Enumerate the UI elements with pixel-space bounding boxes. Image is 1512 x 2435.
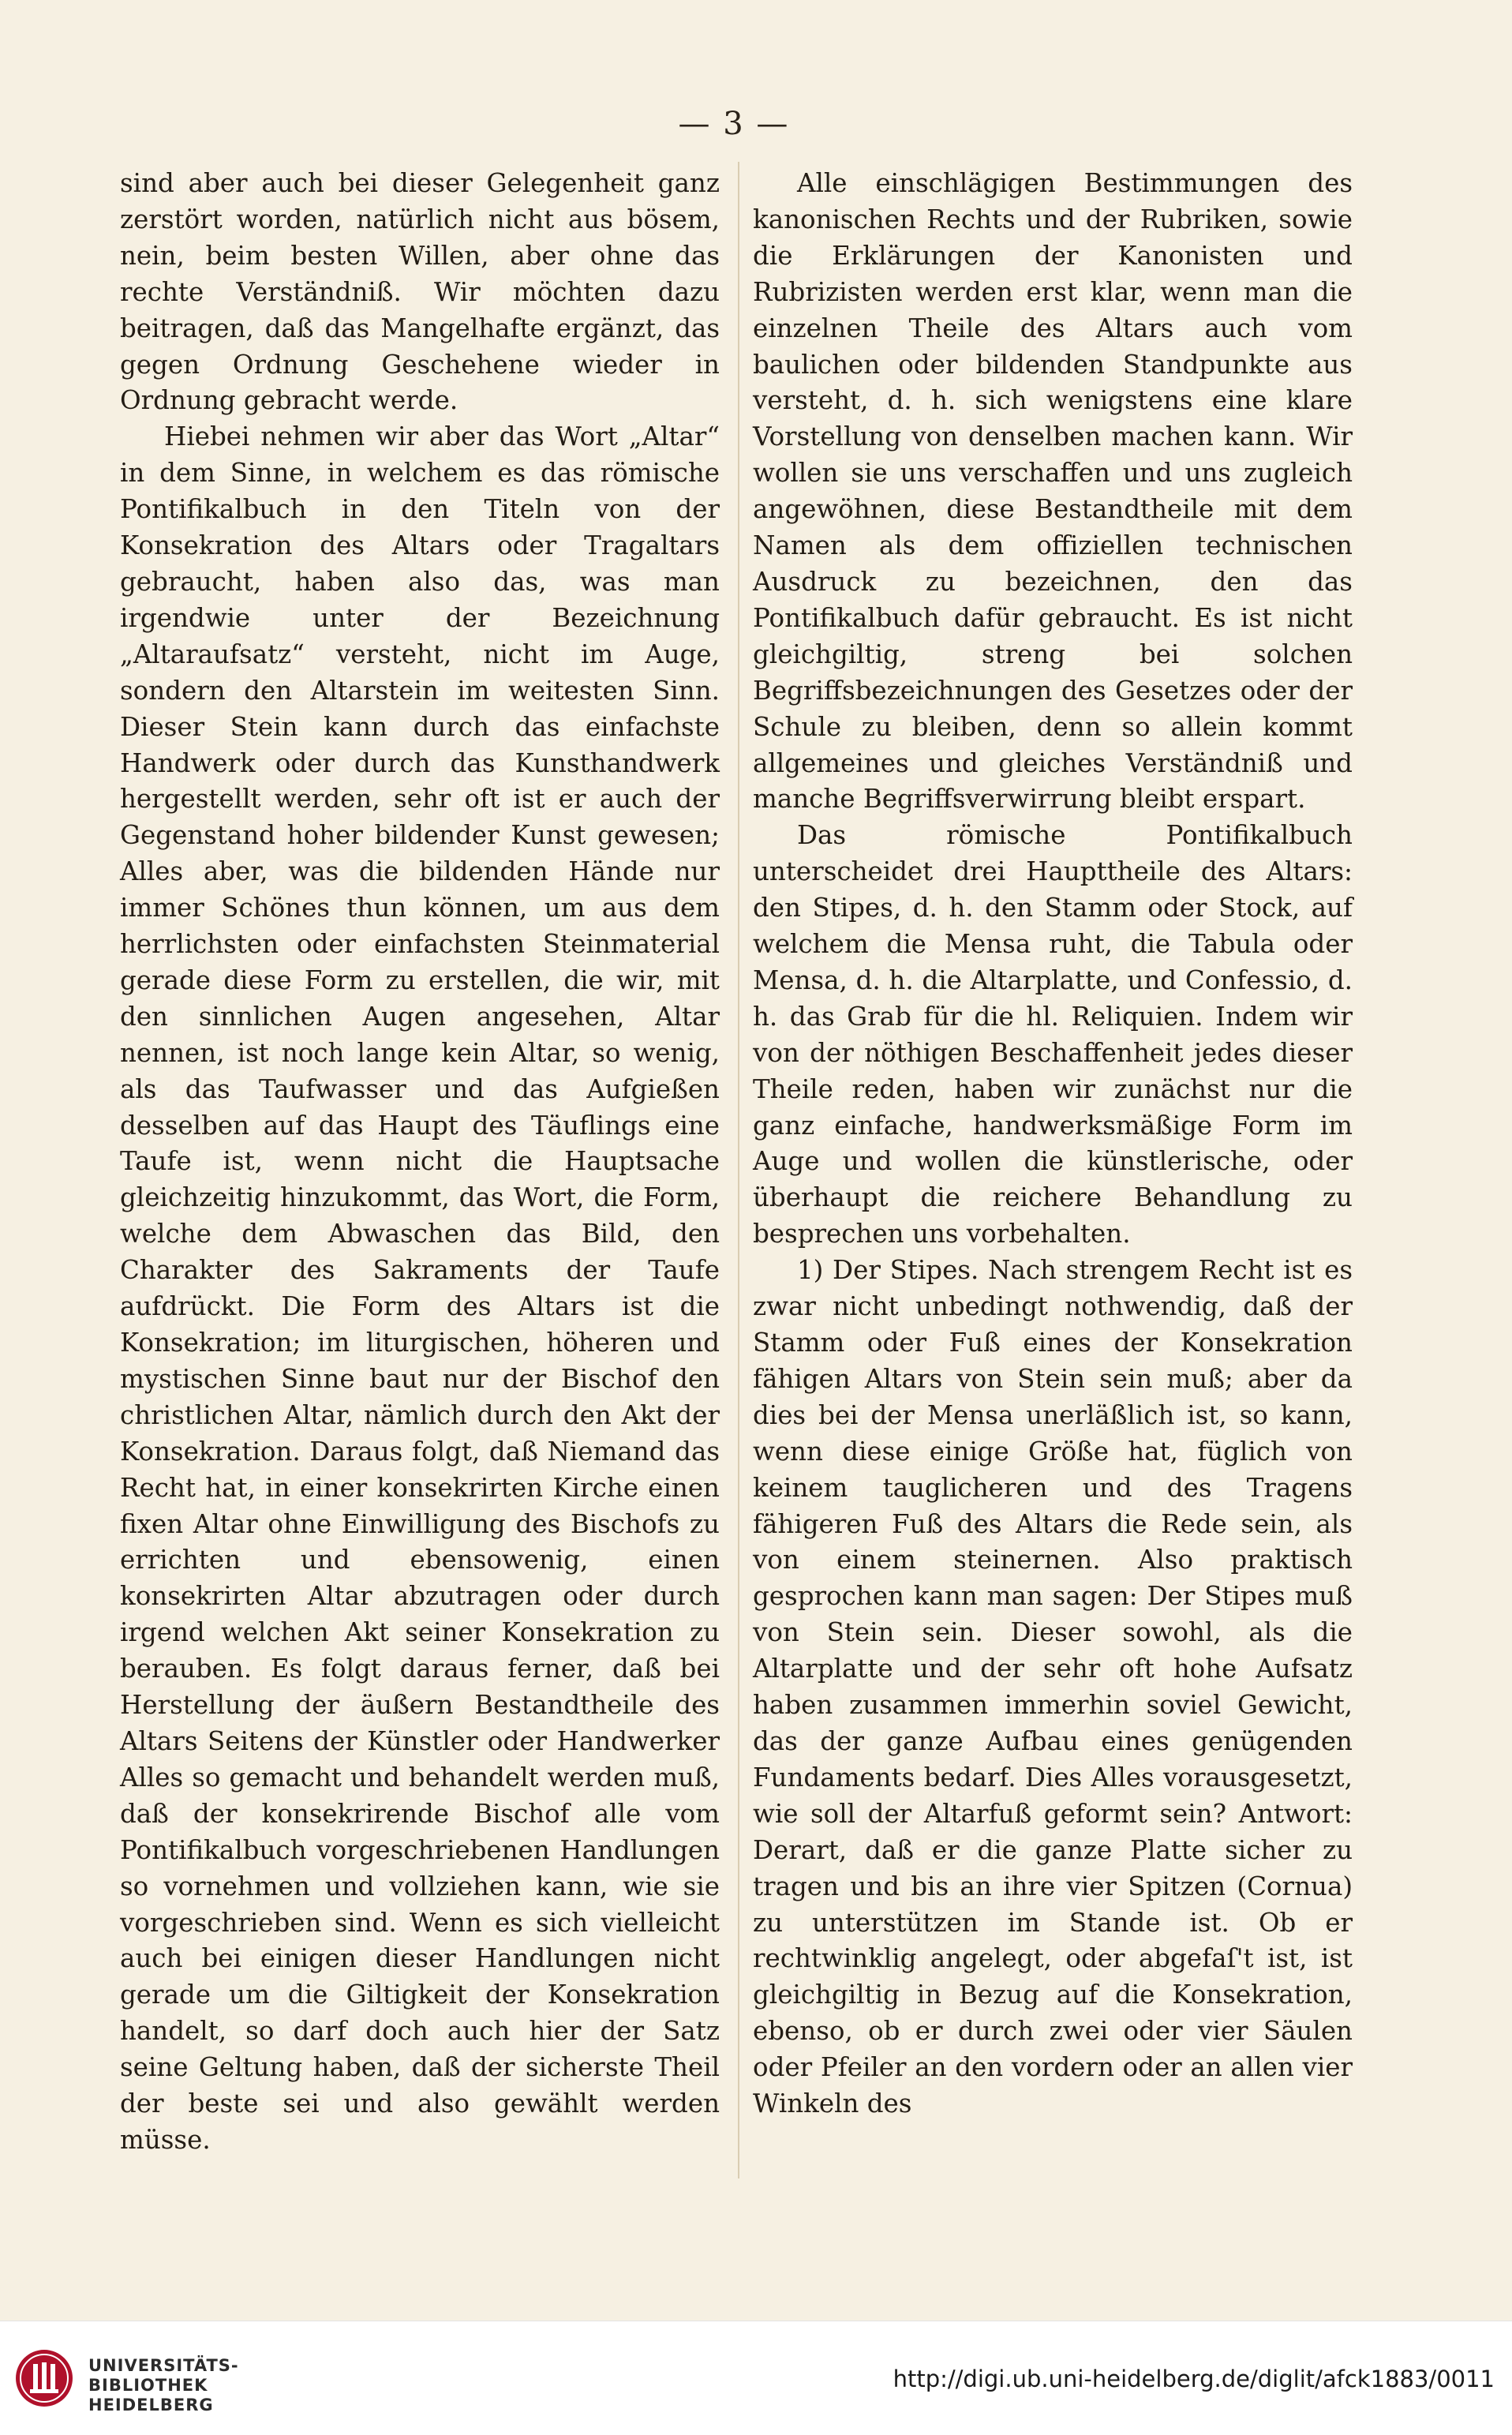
heidelberg-seal-icon[interactable] <box>14 2348 74 2408</box>
page-number: — 3 — <box>678 106 790 142</box>
library-name-line: HEIDELBERG <box>88 2396 214 2414</box>
paragraph: 1) Der Stipes. Nach strengem Recht ist es zwar nicht unbedingt nothwendig, daß der Stamm oder Fuß eines der Konsekration fähigen Altars von Stein sein muß; aber da dies bei der Mensa unerläßlich ist, so kann, wenn diese einige Größe hat, füglich von keinem tauglicheren und des Tragens fähigeren Fuß des Altars die Rede sein, als von einem steinernen. Also praktisch gesprochen kann man sagen: Der Stipes muß von Stein sein. Dieser sowohl, als die Altarplatte und der sehr oft hohe Aufsatz haben zusammen immerhin soviel Gewicht, das der ganze Aufbau eines genügenden Fundaments bedarf. Dies Alles vorausgesetzt, wie soll der Altarfuß geformt sein? Antwort: Derart, daß er die ganze Platte sicher zu tragen und bis an ihre vier Spitzen (Cornua) zu unterstützen im Stande ist. Ob er rechtwinklig angelegt, oder abgefaſ't ist, ist gleichgiltig in Bezug auf die Konsekration, ebenso, ob er durch zwei oder vier Säulen oder Pfeiler an den vordern oder an allen vier Winkeln des <box>753 1255 1353 2119</box>
library-name-line: BIBLIOTHEK <box>88 2376 208 2395</box>
column-divider <box>738 162 739 2178</box>
right-text-column <box>753 166 1353 2122</box>
paragraph: sind aber auch bei dieser Gelegenheit ganz zerstört worden, natürlich nicht aus bösem, nein, beim besten Willen, aber ohne das rechte Verständniß. Wir möchten dazu beitragen, daß das Mangelhafte ergänzt, das gegen Ordnung Geschehene wieder in Ordnung gebracht werde. <box>120 168 720 416</box>
paragraph: Alle einschlägigen Bestimmungen des kanonischen Rechts und der Rubriken, sowie die Erklärungen der Kanonisten und Rubrizisten werden erst klar, wenn man die einzelnen Theile des Altars auch vom baulichen oder bildenden Standpunkte aus versteht, d. h. sich wenigstens eine klare Vorstellung von denselben machen kann. Wir wollen sie uns verschaffen und uns zugleich angewöhnen, diese Bestandtheile mit dem Namen als dem offiziellen technischen Ausdruck zu bezeichnen, den das Pontifikalbuch dafür gebraucht. Es ist nicht gleichgiltig, streng bei solchen Begriffsbezeichnungen des Gesetzes oder der Schule zu bleiben, denn so allein kommt allgemeines und gleiches Verständniß und manche Begriffsverwirrung bleibt erspart. <box>753 168 1353 815</box>
library-name <box>88 2356 239 2415</box>
footer-bar <box>0 2321 1512 2435</box>
left-text-column <box>120 166 720 2159</box>
paragraph: Das römische Pontifikalbuch unterscheidet drei Haupttheile des Altars: den Stipes, d. h. den Stamm oder Stock, auf welchem die Mensa ruht, die Tabula oder Mensa, d. h. die Altarplatte, und Confessio, d. h. das Grab für die hl. Reliquien. Indem wir von der nöthigen Beschaffenheit jedes dieser Theile reden, haben wir zunächst nur die ganz einfache, handwerksmäßige Form im Auge und wollen die künstlerische, oder überhaupt die reichere Behandlung zu besprechen uns vorbehalten. <box>753 820 1353 1249</box>
library-name-line: UNIVERSITÄTS- <box>88 2356 239 2375</box>
source-url-link[interactable]: http://digi.ub.uni-heidelberg.de/diglit/afck1883/0011 <box>893 2366 1495 2392</box>
paragraph: Hiebei nehmen wir aber das Wort „Altar“ in dem Sinne, in welchem es das römische Pontifikalbuch in den Titeln von der Konsekration des Altars oder Tragaltars gebraucht, haben also das, was man irgendwie unter der Bezeichnung „Altaraufsatz“ versteht, nicht im Auge, sondern den Altarstein im weitesten Sinn. Dieser Stein kann durch das einfachste Handwerk oder durch das Kunsthandwerk hergestellt werden, sehr oft ist er auch der Gegenstand hoher bildender Kunst gewesen; Alles aber, was die bildenden Hände nur immer Schönes thun können, um aus dem herrlichsten oder einfachsten Steinmaterial gerade diese Form zu erstellen, die wir, mit den sinnlichen Augen angesehen, Altar nennen, ist noch lange kein Altar, so wenig, als das Taufwasser und das Aufgießen desselben auf das Haupt des Täuflings eine Taufe ist, wenn nicht die Hauptsache gleichzeitig hinzukommt, das Wort, die Form, welche dem Abwaschen das Bild, den Charakter des Sakraments der Taufe aufdrückt. Die Form des Altars ist die Konsekration; im liturgischen, höheren und mystischen Sinne baut nur der Bischof den christlichen Altar, nämlich durch den Akt der Konsekration. Daraus folgt, daß Niemand das Recht hat, in einer konsekrirten Kirche einen fixen Altar ohne Einwilligung des Bischofs zu errichten und ebensowenig, einen konsekrirten Altar abzutragen oder durch irgend welchen Akt seiner Konsekration zu berauben. Es folgt daraus ferner, daß bei Herstellung der äußern Bestandtheile des Altars Seitens der Künstler oder Handwerker Alles so gemacht und behandelt werden muß, daß der konsekrirende Bischof alle vom Pontifikalbuch vorgeschriebenen Handlungen so vornehmen und vollziehen kann, wie sie vorgeschrieben sind. Wenn es sich vielleicht auch bei einigen dieser Handlungen nicht gerade um die Giltigkeit der Konsekration handelt, so darf doch auch hier der Satz seine Geltung haben, daß der sicherste Theil der beste sei und also gewählt werden müsse. <box>120 421 720 2155</box>
